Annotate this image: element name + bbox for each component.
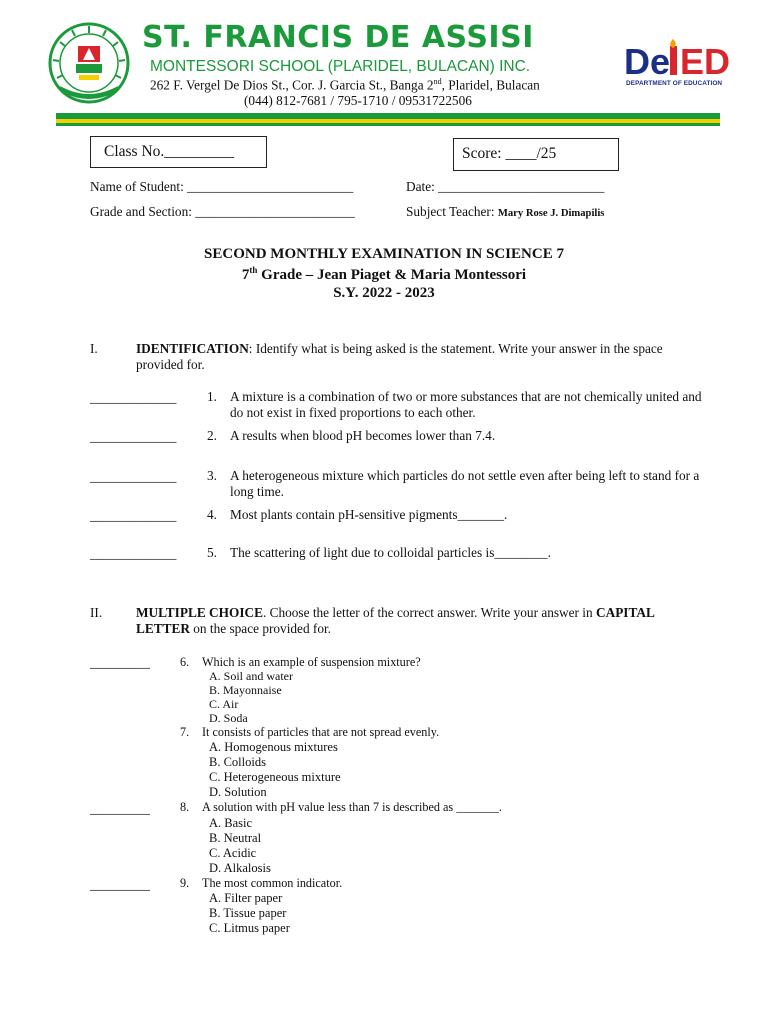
school-name: ST. FRANCIS DE ASSISI	[142, 20, 534, 55]
answer-blank[interactable]: _____________	[90, 390, 177, 405]
school-address: 262 F. Vergel De Dios St., Cor. J. Garcia St., Banga 2nd, Plaridel, Bulacan	[150, 77, 540, 93]
question-number: 8.	[180, 800, 190, 814]
question-text: Most plants contain pH-sensitive pigments_______.	[230, 507, 508, 522]
student-name-field[interactable]: Name of Student: _________________________	[90, 179, 354, 194]
question-number: 2.	[207, 428, 217, 443]
score-box[interactable]: Score: ____/25	[453, 138, 619, 171]
choice-option: A. Homogenous mixtures	[209, 740, 338, 754]
question-number: 6.	[180, 655, 190, 669]
choice-option: B. Colloids	[209, 755, 266, 769]
question-number: 4.	[207, 507, 217, 522]
answer-blank[interactable]: _____________	[90, 546, 177, 561]
choice-option: A. Soil and water	[209, 669, 293, 683]
exam-grade-line: 7th Grade – Jean Piaget & Maria Montessori	[241, 265, 527, 283]
answer-blank[interactable]: _____________	[90, 469, 177, 484]
deped-subtitle: DEPARTMENT OF EDUCATION	[626, 80, 723, 87]
choice-option: B. Neutral	[209, 831, 262, 845]
question-number: 9.	[180, 876, 190, 890]
svg-text:ED: ED	[680, 41, 731, 82]
school-subtitle: MONTESSORI SCHOOL (PLARIDEL, BULACAN) INC.	[150, 58, 531, 75]
section-number: II.	[90, 605, 103, 620]
class-number-box[interactable]: Class No._________	[90, 136, 267, 168]
choice-option: B. Mayonnaise	[209, 683, 282, 697]
choice-option: B. Tissue paper	[209, 906, 287, 920]
section-instructions: IDENTIFICATION: Identify what is being asked is the statement. Write your answer in the space provided for.	[136, 341, 663, 372]
question-text: The most common indicator.	[202, 876, 343, 890]
choice-option: D. Solution	[209, 785, 267, 799]
choice-option: A. Basic	[209, 816, 253, 830]
choice-option: A. Filter paper	[209, 891, 283, 905]
section-instructions: MULTIPLE CHOICE. Choose the letter of the correct answer. Write your answer in CAPITAL LETTER on the space provided for.	[136, 605, 655, 636]
question-text: A solution with pH value less than 7 is described as _______.	[202, 800, 502, 814]
question-number: 3.	[207, 468, 217, 483]
question-text: It consists of particles that are not spread evenly.	[202, 725, 440, 739]
question-text: A results when blood pH becomes lower than 7.4.	[230, 428, 496, 443]
choice-option: D. Soda	[209, 711, 248, 725]
question-text: Which is an example of suspension mixture?	[202, 655, 421, 669]
svg-text:De: De	[624, 41, 671, 82]
choice-option: C. Heterogeneous mixture	[209, 770, 341, 784]
question-text: The scattering of light due to colloidal particles is________.	[230, 545, 551, 560]
school-seal-logo	[48, 22, 130, 104]
answer-blank[interactable]: _____________	[90, 508, 177, 523]
question-text: A heterogeneous mixture which particles do not settle even after being left to stand for a long time.	[230, 468, 700, 499]
question-number: 5.	[207, 545, 217, 560]
subject-teacher-field: Subject Teacher: Mary Rose J. Dimapilis	[406, 204, 605, 219]
section-number: I.	[90, 341, 98, 356]
answer-blank[interactable]: _________	[90, 877, 150, 892]
question-text: A mixture is a combination of two or more substances that are not chemically united and do not exist in fixed proportions to each other.	[230, 389, 702, 420]
answer-blank[interactable]: _____________	[90, 429, 177, 444]
school-year: S.Y. 2022 - 2023	[333, 285, 435, 301]
header-divider-green-bottom	[56, 123, 720, 126]
choice-option: C. Litmus paper	[209, 921, 290, 935]
choice-option: D. Alkalosis	[209, 861, 271, 875]
answer-blank[interactable]: _________	[90, 655, 150, 670]
choice-option: C. Air	[209, 697, 239, 711]
grade-section-field[interactable]: Grade and Section: ________________________	[90, 204, 355, 219]
exam-title: SECOND MONTHLY EXAMINATION IN SCIENCE 7	[204, 246, 564, 262]
choice-option: C. Acidic	[209, 846, 257, 860]
question-number: 7.	[180, 725, 190, 739]
answer-blank[interactable]: _________	[90, 801, 150, 816]
question-number: 1.	[207, 389, 217, 404]
teacher-name: Mary Rose J. Dimapilis	[497, 208, 605, 219]
school-phone: (044) 812-7681 / 795-1710 / 09531722506	[244, 93, 472, 108]
date-field[interactable]: Date: _________________________	[406, 179, 605, 194]
